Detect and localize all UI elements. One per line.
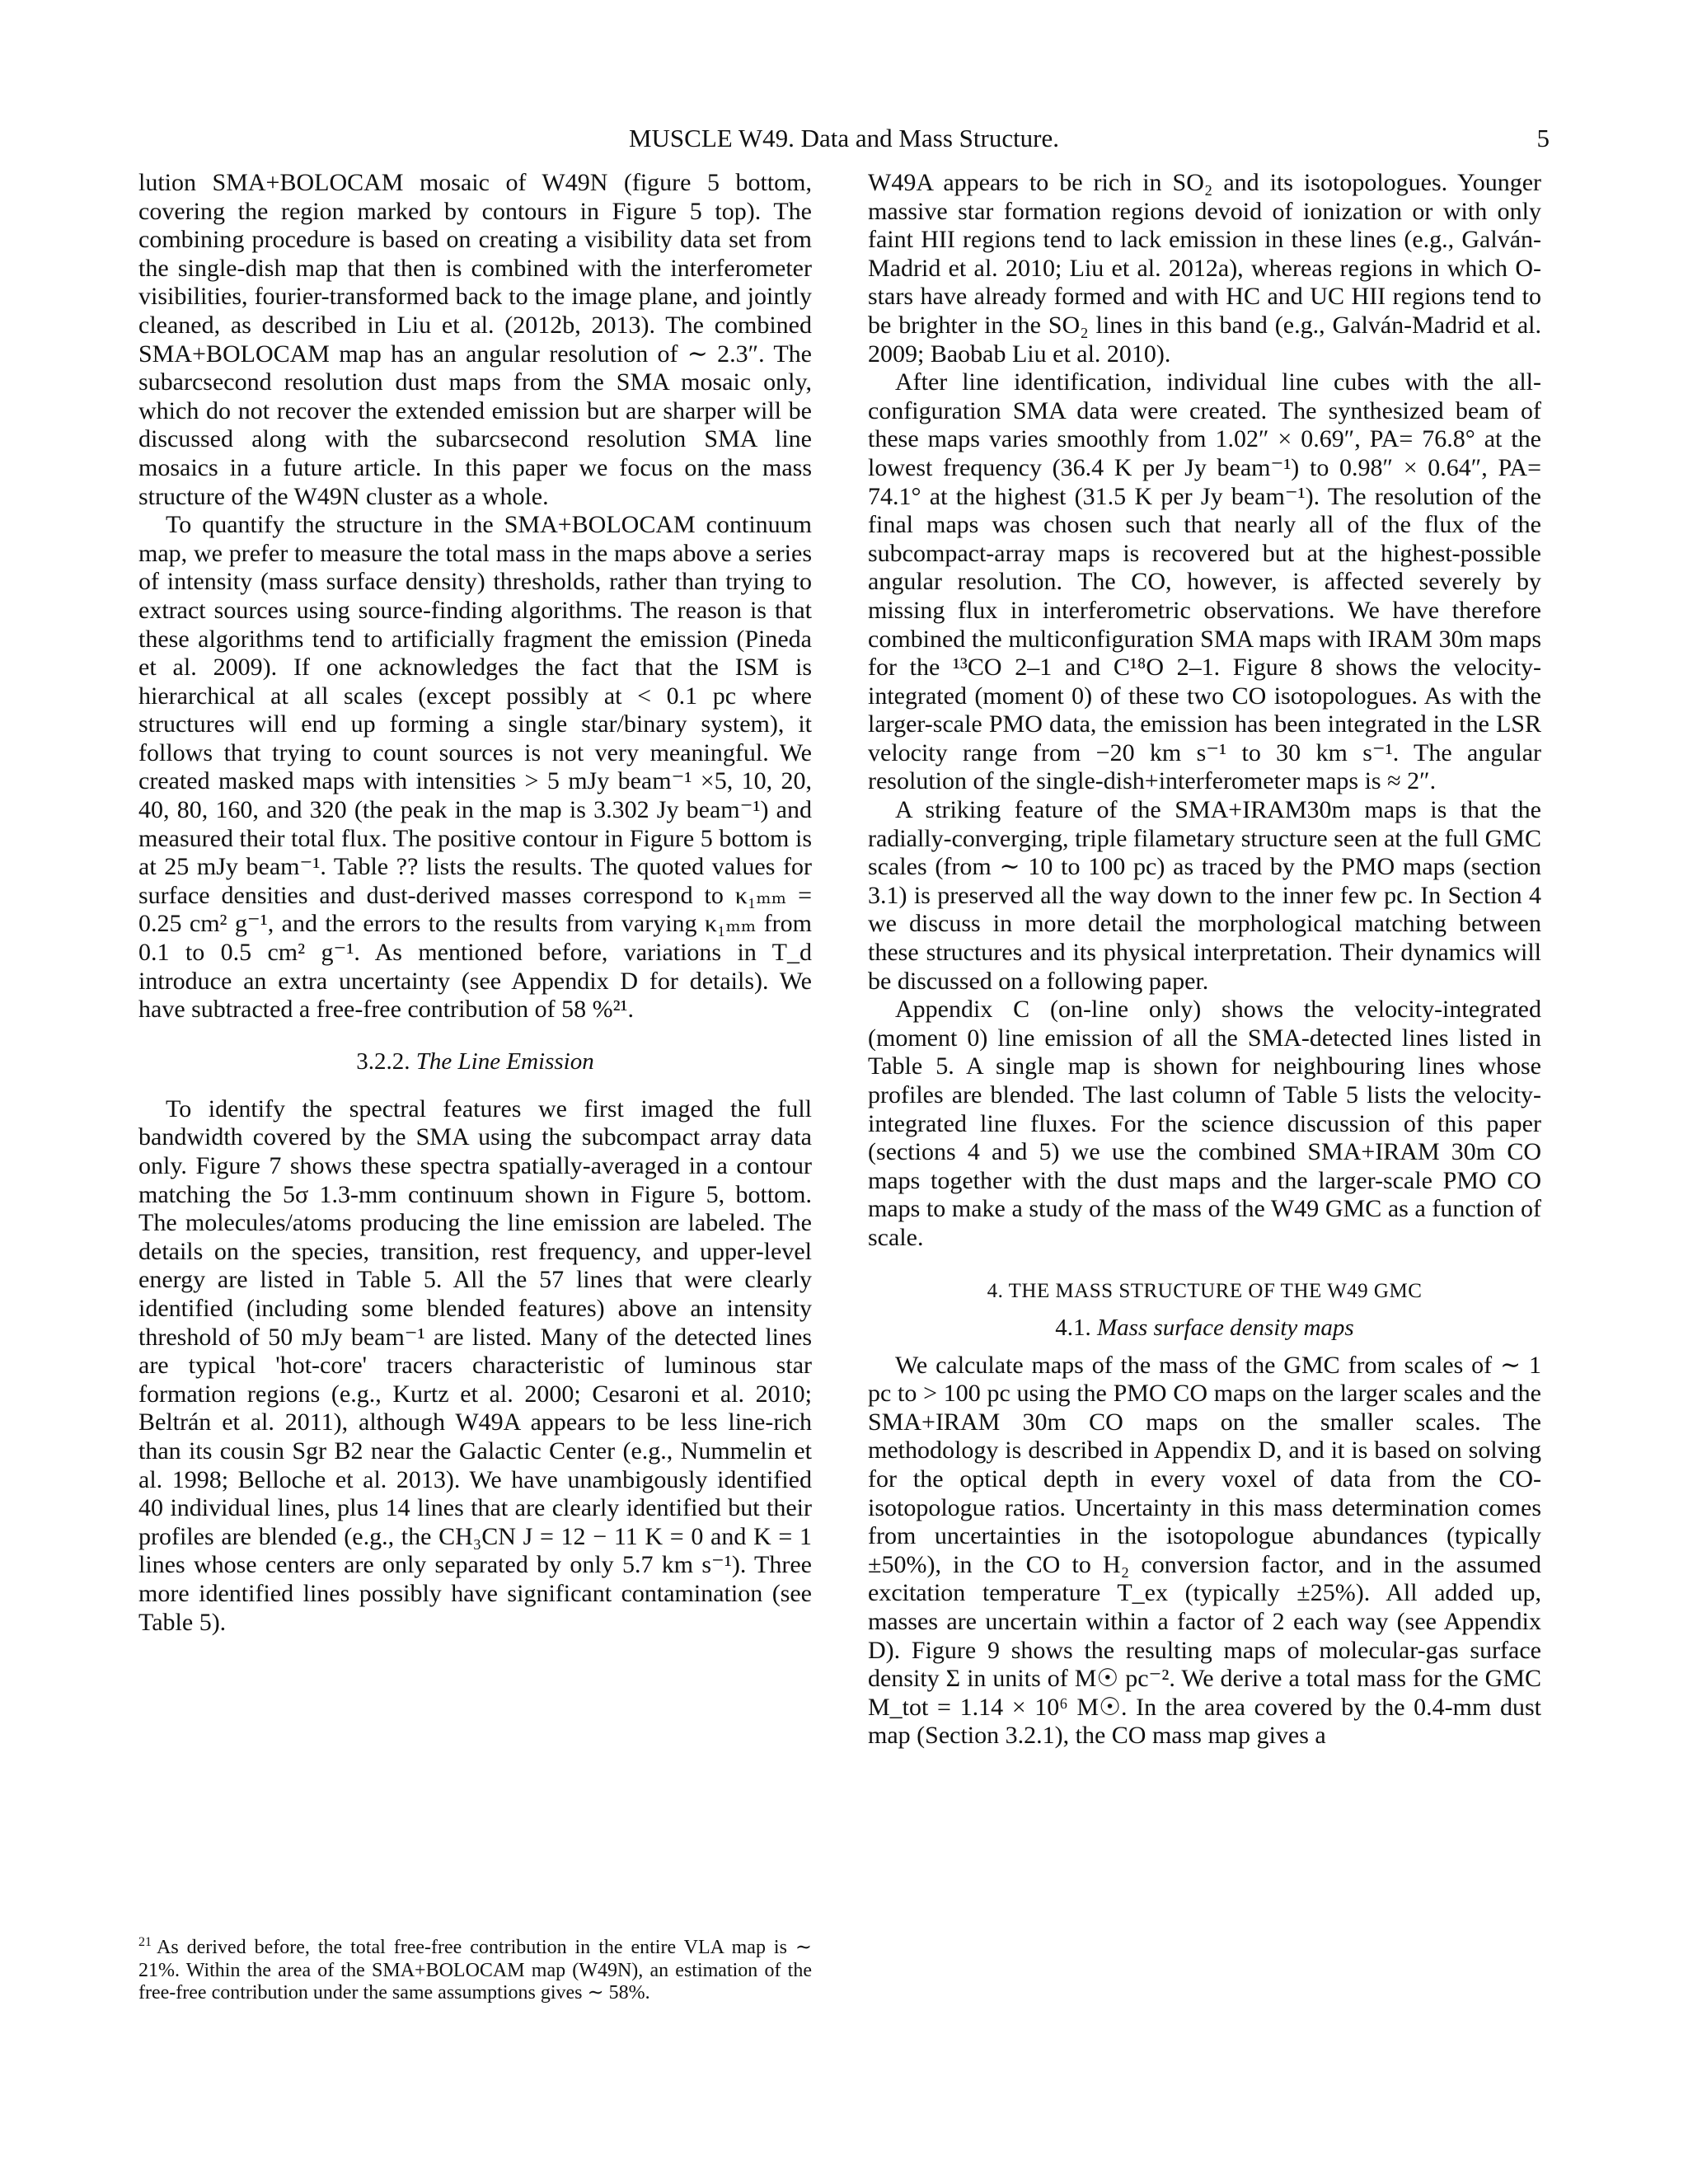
paragraph: To identify the spectral features we first imaged the full bandwidth covered by the SMA using the subcompact array data only. Figure 7 shows these spectra spatially-averaged in a contour matching the 5σ 1.3-mm continuum shown in Figure 5, bottom. The molecules/atoms producing the line emission are labeled. The details on the species, transition, rest frequency, and upper-level energy are listed in Table 5. All the 57 lines that were clearly identified (including some blended features) above an intensity threshold of 50 mJy beam⁻¹ are listed. Many of the detected lines are typical 'hot-core' tracers characteristic of luminous star formation regions (e.g., Kurtz et al. 2000; Cesaroni et al. 2010; Beltrán et al. 2011), although W49A appears to be less line-rich than its cousin Sgr B2 near the Galactic Center (e.g., Nummelin et al. 1998; Belloche et al. 2013). We have unambigously identified 40 individual lines, plus 14 lines that are clearly identified but their profiles are blended (e.g., the CH₃CN J = 12 − 11 K = 0 and K = 1 lines whose centers are only separated by only 5.7 km s⁻¹). Three more identified lines possibly have significant contamination (see Table 5). (138, 1094, 812, 1636)
paragraph: After line identification, individual line cubes with the all-configuration SMA data were created. The synthesized beam of these maps varies smoothly from 1.02″ × 0.69″, PA= 76.8° at the lowest frequency (36.4 K per Jy beam⁻¹) to 0.98″ × 0.64″, PA= 74.1° at the highest (31.5 K per Jy beam⁻¹). The resolution of the final maps was chosen such that nearly all of the flux of the subcompact-array maps is recovered but at the highest-possible angular resolution. The CO, however, is affected severely by missing flux in interferometric observations. We have therefore combined the multiconfiguration SMA maps with IRAM 30m maps for the ¹³CO 2–1 and C¹⁸O 2–1. Figure 8 shows the velocity-integrated (moment 0) of these two CO isotopologues. As with the larger-scale PMO data, the emission has been integrated in the LSR velocity range from −20 km s⁻¹ to 30 km s⁻¹. The angular resolution of the single-dish+interferometer maps is ≈ 2″. (868, 368, 1541, 795)
subsection-number: 3.2.2. (356, 1047, 410, 1075)
paragraph: Appendix C (on-line only) shows the velocity-integrated (moment 0) line emission of all the SMA-detected lines listed in Table 5. A single map is shown for neighbouring lines whose profiles are blended. The last column of Table 5 lists the velocity-integrated line fluxes. For the science discussion of this paper (sections 4 and 5) we use the combined SMA+IRAM 30m CO maps together with the dust maps and the larger-scale PMO CO maps to make a study of the mass of the W49 GMC as a function of scale. (868, 996, 1541, 1251)
footnote-text: As derived before, the total free-free contribution in the entire VLA map is ∼ 21%. Within the area of the SMA+BOLOCAM map (W49N), an estimation of the free-free contribution under the same assumptions gives ∼ 58%. (138, 1937, 812, 2004)
footnote (138, 1931, 812, 2005)
paragraph: W49A appears to be rich in SO₂ and its isotopologues. Younger massive star formation regions devoid of ionization or with only faint HII regions tend to lack emission in these lines (e.g., Galván-Madrid et al. 2010; Liu et al. 2012a), whereas regions in which O-stars have already formed and with HC and UC HII regions tend to be brighter in the SO₂ lines in this band (e.g., Galván-Madrid et al. 2009; Baobab Liu et al. 2010). (868, 169, 1541, 368)
page-number: 5 (1536, 124, 1550, 152)
running-title: MUSCLE W49. Data and Mass Structure. (628, 124, 1060, 152)
subsection-number: 4.1. (1055, 1314, 1091, 1341)
section-heading: 4. THE MASS STRUCTURE OF THE W49 GMC (987, 1279, 1423, 1302)
subsection-heading (868, 1314, 1541, 1342)
subsection-heading (138, 1047, 812, 1076)
subsection-title: The Line Emission (415, 1047, 594, 1075)
page-header (138, 120, 1550, 157)
paragraph: We calculate maps of the mass of the GMC from scales of ∼ 1 pc to > 100 pc using the PMO CO maps on the larger scales and the SMA+IRAM 30m CO maps on the smaller scales. The methodology is described in Appendix D, and it is based on solving for the optical depth in every voxel of data from the CO-isotopologue ratios. Uncertainty in this mass determination comes from uncertainties in the isotopologue abundances (typically ±50%), in the CO to H₂ conversion factor, and in the assumed excitation temperature T_ex (typically ±25%). All added up, masses are uncertain within a factor of 2 each way (see Appendix D). Figure 9 shows the resulting maps of molecular-gas surface density Σ in units of M☉ pc⁻². We derive a total mass for the GMC M_tot = 1.14 × 10⁶ M☉. In the area covered by the 0.4-mm dust map (Section 3.2.1), the CO mass map gives a (868, 1351, 1541, 1750)
paragraph: To quantify the structure in the SMA+BOLOCAM continuum map, we prefer to measure the total mass in the maps above a series of intensity (mass surface density) thresholds, rather than trying to extract sources using source-finding algorithms. The reason is that these algorithms tend to artificially fragment the emission (Pineda et al. 2009). If one acknowledges the fact that the ISM is hierarchical at all scales (except possibly at < 0.1 pc where structures will end up forming a single star/binary system), it follows that trying to count sources is not very meaningful. We created masked maps with intensities > 5 mJy beam⁻¹ ×5, 10, 20, 40, 80, 160, and 320 (the peak in the map is 3.302 Jy beam⁻¹) and measured their total flux. The positive contour in Figure 5 bottom is at 25 mJy beam⁻¹. Table ?? lists the results. The quoted values for surface densities and dust-derived masses correspond to κ₁ₘₘ = 0.25 cm² g⁻¹, and the errors to the results from varying κ₁ₘₘ from 0.1 to 0.5 cm² g⁻¹. As mentioned before, variations in T_d introduce an extra uncertainty (see Appendix D for details). We have subtracted a free-free contribution of 58 %²¹. (138, 511, 812, 1024)
footnote-mark: 21 (138, 1935, 152, 1949)
right-column (868, 169, 1541, 1750)
paragraph: lution SMA+BOLOCAM mosaic of W49N (figure 5 bottom, covering the region marked by contours in Figure 5 top). The combining procedure is based on creating a visibility data set from the single-dish map that then is combined with the interferometer visibilities, fourier-transformed back to the image plane, and jointly cleaned, as described in Liu et al. (2012b, 2013). The combined SMA+BOLOCAM map has an angular resolution of ∼ 2.3″. The subarcsecond resolution dust maps from the SMA mosaic only, which do not recover the extended emission but are sharper will be discussed along with the subarcsecond resolution SMA line mosaics in a future article. In this paper we focus on the mass structure of the W49N cluster as a whole. (138, 169, 812, 510)
subsection-title: Mass surface density maps (1097, 1314, 1354, 1341)
paragraph: A striking feature of the SMA+IRAM30m maps is that the radially-converging, triple filametary structure seen at the full GMC scales (from ∼ 10 to 100 pc) as traced by the PMO maps (section 3.1) is preserved all the way down to the inner few pc. In Section 4 we discuss in more detail the morphological matching between these structures and its physical interpretation. Their dynamics will be discussed on a following paper. (868, 796, 1541, 995)
left-column (138, 169, 812, 1637)
